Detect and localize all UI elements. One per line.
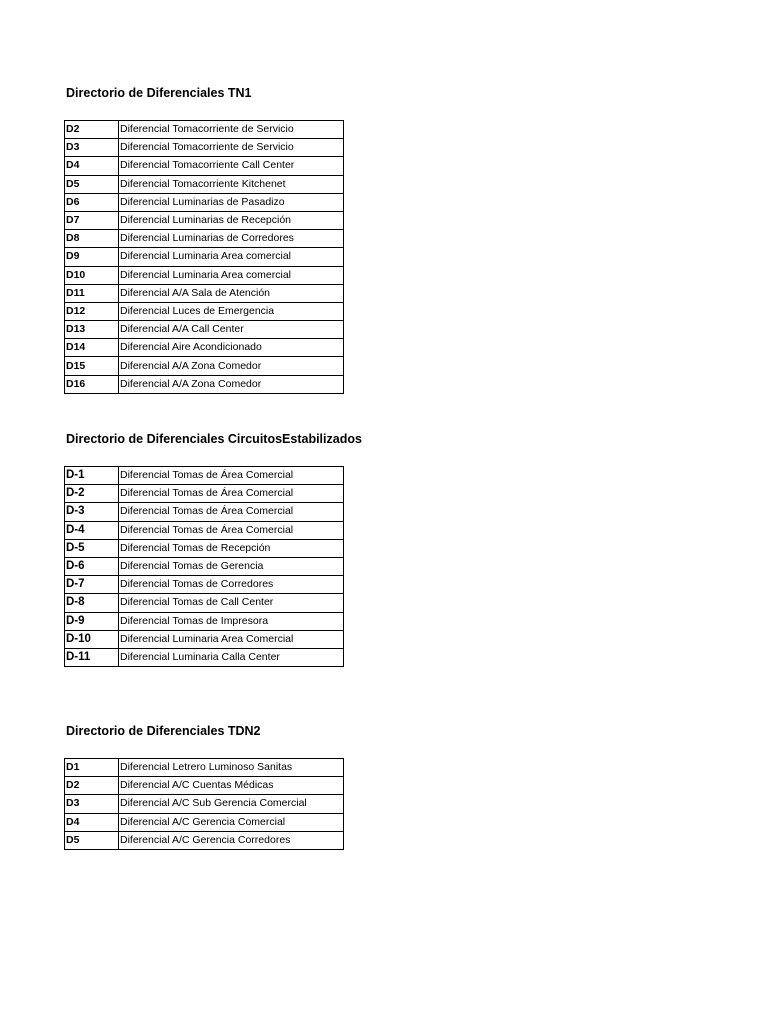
differential-code: D2 (65, 777, 119, 795)
differential-code: D-11 (65, 648, 119, 666)
table-row (65, 302, 344, 320)
differential-description: Diferencial Tomacorriente Kitchenet (119, 175, 344, 193)
table-row (65, 630, 344, 648)
differential-code: D9 (65, 248, 119, 266)
differential-code: D15 (65, 357, 119, 375)
differential-code: D14 (65, 339, 119, 357)
differential-code: D2 (65, 121, 119, 139)
table-row (65, 777, 344, 795)
differential-code: D-7 (65, 576, 119, 594)
table-row (65, 357, 344, 375)
differential-code: D-3 (65, 503, 119, 521)
table-row (65, 193, 344, 211)
directory-table-circuitos-estabilizados (64, 466, 344, 667)
differential-code: D-9 (65, 612, 119, 630)
differential-description: Diferencial Tomas de Corredores (119, 576, 344, 594)
table-row (65, 612, 344, 630)
differential-description: Diferencial Luminarias de Recepción (119, 211, 344, 229)
differential-description: Diferencial A/C Cuentas Médicas (119, 777, 344, 795)
table-row (65, 375, 344, 393)
differential-code: D-8 (65, 594, 119, 612)
table-row (65, 795, 344, 813)
section-title-tn1: Directorio de Diferenciales TN1 (66, 86, 252, 100)
differential-description: Diferencial A/A Sala de Atención (119, 284, 344, 302)
table-row (65, 230, 344, 248)
table-row (65, 284, 344, 302)
differential-code: D4 (65, 813, 119, 831)
differential-description: Diferencial Luces de Emergencia (119, 302, 344, 320)
differential-description: Diferencial A/C Gerencia Corredores (119, 831, 344, 849)
table-row (65, 321, 344, 339)
differential-description: Diferencial Tomacorriente Call Center (119, 157, 344, 175)
differential-description: Diferencial Luminarias de Corredores (119, 230, 344, 248)
table-row (65, 648, 344, 666)
differential-description: Diferencial Tomas de Área Comercial (119, 521, 344, 539)
differential-code: D-6 (65, 557, 119, 575)
section-title-tdn2: Directorio de Diferenciales TDN2 (66, 724, 261, 738)
differential-code: D-4 (65, 521, 119, 539)
table-row (65, 813, 344, 831)
table-row (65, 557, 344, 575)
table-row (65, 175, 344, 193)
differential-code: D5 (65, 831, 119, 849)
differential-description: Diferencial A/C Gerencia Comercial (119, 813, 344, 831)
differential-code: D5 (65, 175, 119, 193)
differential-description: Diferencial A/A Zona Comedor (119, 375, 344, 393)
differential-code: D7 (65, 211, 119, 229)
differential-code: D-1 (65, 467, 119, 485)
differential-code: D4 (65, 157, 119, 175)
differential-description: Diferencial Luminarias de Pasadizo (119, 193, 344, 211)
differential-description: Diferencial A/A Call Center (119, 321, 344, 339)
differential-code: D3 (65, 139, 119, 157)
table-row (65, 157, 344, 175)
differential-code: D13 (65, 321, 119, 339)
differential-code: D3 (65, 795, 119, 813)
differential-description: Diferencial Letrero Luminoso Sanitas (119, 759, 344, 777)
differential-description: Diferencial Luminaria Area Comercial (119, 630, 344, 648)
differential-description: Diferencial Tomas de Área Comercial (119, 485, 344, 503)
differential-description: Diferencial A/A Zona Comedor (119, 357, 344, 375)
table-row (65, 121, 344, 139)
section-title-circuitos-estabilizados: Directorio de Diferenciales CircuitosEstabilizados (66, 432, 362, 446)
table-row (65, 503, 344, 521)
table-row (65, 139, 344, 157)
table-row (65, 594, 344, 612)
differential-description: Diferencial Tomas de Área Comercial (119, 467, 344, 485)
differential-description: Diferencial Tomacorriente de Servicio (119, 121, 344, 139)
table-row (65, 467, 344, 485)
table-row (65, 831, 344, 849)
differential-description: Diferencial Tomas de Call Center (119, 594, 344, 612)
differential-code: D12 (65, 302, 119, 320)
table-row (65, 211, 344, 229)
differential-description: Diferencial A/C Sub Gerencia Comercial (119, 795, 344, 813)
differential-code: D11 (65, 284, 119, 302)
table-row (65, 521, 344, 539)
differential-code: D8 (65, 230, 119, 248)
differential-code: D-10 (65, 630, 119, 648)
table-row (65, 576, 344, 594)
differential-description: Diferencial Luminaria Calla Center (119, 648, 344, 666)
table-row (65, 485, 344, 503)
differential-description: Diferencial Tomas de Impresora (119, 612, 344, 630)
differential-description: Diferencial Tomas de Área Comercial (119, 503, 344, 521)
directory-table-tn1 (64, 120, 344, 394)
directory-table-tdn2 (64, 758, 344, 850)
differential-code: D6 (65, 193, 119, 211)
differential-description: Diferencial Luminaria Area comercial (119, 266, 344, 284)
table-row (65, 339, 344, 357)
table-row (65, 539, 344, 557)
differential-description: Diferencial Luminaria Area comercial (119, 248, 344, 266)
differential-description: Diferencial Aire Acondicionado (119, 339, 344, 357)
differential-code: D-2 (65, 485, 119, 503)
differential-description: Diferencial Tomas de Recepción (119, 539, 344, 557)
differential-description: Diferencial Tomas de Gerencia (119, 557, 344, 575)
differential-code: D16 (65, 375, 119, 393)
table-row (65, 248, 344, 266)
differential-code: D-5 (65, 539, 119, 557)
table-row (65, 759, 344, 777)
differential-description: Diferencial Tomacorriente de Servicio (119, 139, 344, 157)
table-row (65, 266, 344, 284)
differential-code: D1 (65, 759, 119, 777)
differential-code: D10 (65, 266, 119, 284)
